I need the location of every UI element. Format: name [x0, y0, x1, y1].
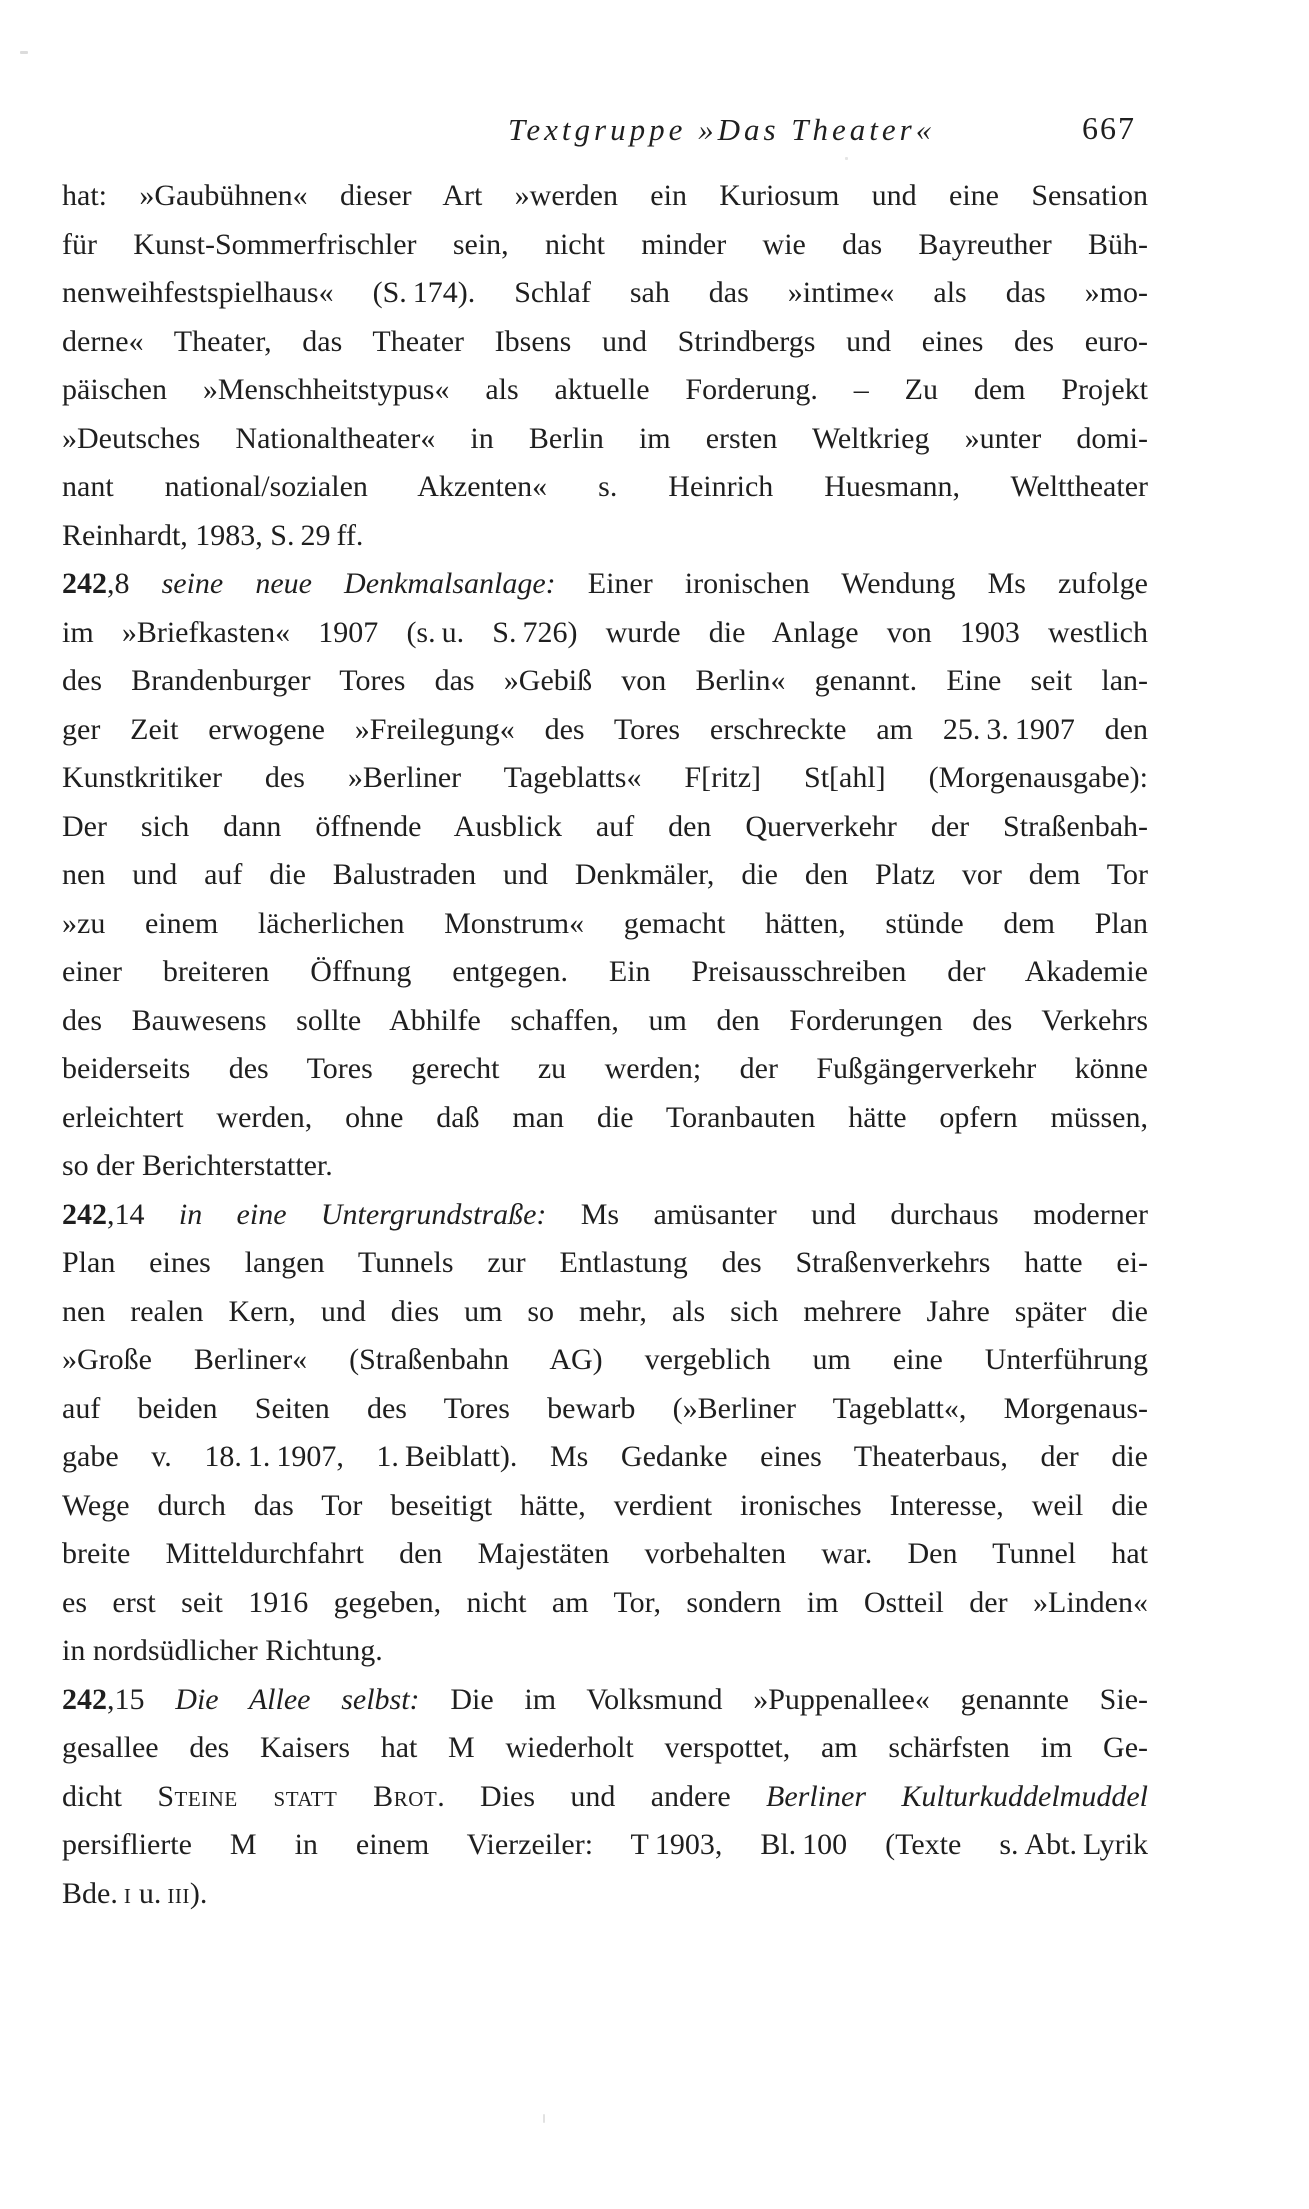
text-run: in eine Untergrundstraße:: [178, 1197, 547, 1231]
text-run: . Dies und andere: [437, 1779, 767, 1813]
scan-artifact: [20, 51, 28, 54]
text-line: [62, 609, 1148, 658]
text-run: ,14: [107, 1197, 179, 1231]
text-run: erleichtert werden, ohne daß man die Toranbauten hätte opfern müssen,: [62, 1100, 1148, 1134]
text-run: Reinhardt, 1983, S. 29 ff.: [62, 518, 364, 552]
text-line: [62, 366, 1148, 415]
text-line: [62, 1530, 1148, 1579]
text-line: [62, 1239, 1148, 1288]
text-line: [62, 1482, 1148, 1531]
text-line: [62, 1724, 1148, 1773]
text-run: ).: [189, 1876, 208, 1910]
text-run: 242: [62, 1682, 107, 1716]
text-run: 242: [62, 1197, 107, 1231]
text-run: Die Allee selbst:: [175, 1682, 420, 1716]
text-line: [62, 803, 1148, 852]
text-line: [62, 706, 1148, 755]
text-line: [62, 463, 1148, 512]
text-run: Ms amüsanter und durchaus moderner: [546, 1197, 1148, 1231]
scan-artifact: [845, 157, 848, 160]
text-run: in nordsüdlicher Richtung.: [62, 1634, 383, 1667]
text-run: ger Zeit erwogene »Freilegung« des Tores erschreckte am 25. 3. 1907 den: [62, 712, 1148, 746]
text-run: auf beiden Seiten des Tores bewarb (»Berliner Tageblatt«, Morgenaus-: [62, 1391, 1148, 1425]
text-run: Bde.: [62, 1876, 124, 1910]
text-run: des Brandenburger Tores das »Gebiß von Berlin« genannt. Eine seit lan-: [62, 664, 1148, 697]
page-number: 667: [1082, 110, 1136, 146]
text-line: [62, 269, 1148, 318]
text-line: [62, 221, 1148, 270]
text-run: des Bauwesens sollte Abhilfe schaffen, um den Forderungen des Verkehrs: [62, 1003, 1148, 1037]
text-line: [62, 1676, 1148, 1725]
text-run: 242: [62, 567, 107, 600]
text-line: [62, 172, 1148, 221]
text-line: [62, 1045, 1148, 1094]
text-run: einer breiteren Öffnung entgegen. Ein Preisausschreiben der Akademie: [62, 955, 1148, 988]
text-run: breite Mitteldurchfahrt den Majestäten vorbehalten war. Den Tunnel hat: [62, 1537, 1148, 1570]
text-line: [62, 415, 1148, 464]
text-run: gabe v. 18. 1. 1907, 1. Beiblatt). Ms Gedanke eines Theaterbaus, der die: [62, 1440, 1148, 1473]
scan-artifact: [543, 2114, 545, 2123]
text-run: seine neue Denkmalsanlage:: [161, 567, 556, 600]
text-line: [62, 948, 1148, 997]
text-line: [62, 900, 1148, 949]
text-line: [62, 851, 1148, 900]
text-line: [62, 1627, 1148, 1676]
annotation-text-block: [62, 172, 1148, 1918]
text-line: [62, 1773, 1148, 1822]
text-run: nenweihfestspielhaus« (S. 174). Schlaf sah das »intime« als das »mo-: [62, 276, 1148, 309]
text-line: [62, 997, 1148, 1046]
text-run: nant national/sozialen Akzenten« s. Heinrich Huesmann, Welttheater: [62, 470, 1148, 503]
text-run: ,8: [107, 567, 162, 600]
text-run: päischen »Menschheitstypus« als aktuelle Forderung. – Zu dem Projekt: [62, 373, 1148, 406]
text-run: persiflierte M in einem Vierzeiler: T 1903, Bl. 100 (Texte s. Abt. Lyrik: [62, 1828, 1148, 1861]
text-line: [62, 1191, 1148, 1240]
text-line: [62, 1385, 1148, 1434]
text-line: [62, 1821, 1148, 1870]
text-line: [62, 657, 1148, 706]
text-run: derne« Theater, das Theater Ibsens und Strindbergs und eines des euro-: [62, 324, 1148, 358]
text-run: »Deutsches Nationaltheater« in Berlin im ersten Weltkrieg »unter domi-: [62, 421, 1148, 455]
text-line: [62, 1870, 1148, 1919]
text-run: »Große Berliner« (Straßenbahn AG) vergeblich um eine Unterführung: [62, 1343, 1148, 1376]
text-line: [62, 1142, 1148, 1191]
text-line: [62, 1336, 1148, 1385]
text-run: gesallee des Kaisers hat M wiederholt verspottet, am schärfsten im Ge-: [62, 1731, 1148, 1764]
text-run: Steine statt Brot: [157, 1779, 438, 1813]
text-run: Die im Volksmund »Puppenallee« genannte Sie-: [419, 1682, 1148, 1716]
text-run: so der Berichterstatter.: [62, 1149, 333, 1182]
text-run: es erst seit 1916 gegeben, nicht am Tor, sondern im Ostteil der »Linden«: [62, 1585, 1148, 1619]
text-run: beiderseits des Tores gerecht zu werden; der Fußgängerverkehr könne: [62, 1052, 1148, 1085]
text-line: [62, 560, 1148, 609]
text-line: [62, 1288, 1148, 1337]
text-run: Plan eines langen Tunnels zur Entlastung des Straßenverkehrs hatte ei-: [62, 1246, 1148, 1279]
text-run: hat: »Gaubühnen« dieser Art »werden ein Kuriosum und eine Sensation: [62, 179, 1148, 212]
text-line: [62, 318, 1148, 367]
text-run: im »Briefkasten« 1907 (s. u. S. 726) wurde die Anlage von 1903 westlich: [62, 615, 1148, 649]
text-line: [62, 512, 1148, 561]
text-run: iii: [167, 1876, 190, 1910]
text-run: nen und auf die Balustraden und Denkmäler, die den Platz vor dem Tor: [62, 858, 1148, 891]
text-line: [62, 1579, 1148, 1628]
text-run: dicht: [62, 1779, 158, 1813]
text-run: Kunstkritiker des »Berliner Tageblatts« F[ritz] St[ahl] (Morgenausgabe):: [62, 761, 1148, 794]
text-run: Einer ironischen Wendung Ms zufolge: [555, 567, 1148, 600]
text-run: Der sich dann öffnende Ausblick auf den Querverkehr der Straßenbah-: [62, 809, 1148, 843]
text-line: [62, 1094, 1148, 1143]
running-header-title: Textgruppe »Das Theater«: [508, 112, 936, 147]
text-run: u.: [131, 1876, 168, 1910]
text-line: [62, 1433, 1148, 1482]
text-run: Wege durch das Tor beseitigt hätte, verdient ironisches Interesse, weil die: [62, 1488, 1148, 1522]
text-line: [62, 754, 1148, 803]
text-run: i: [123, 1876, 132, 1910]
text-run: nen realen Kern, und dies um so mehr, als sich mehrere Jahre später die: [62, 1294, 1148, 1328]
text-run: Berliner Kulturkuddelmuddel: [766, 1779, 1148, 1813]
text-run: ,15: [107, 1682, 176, 1716]
text-run: »zu einem lächerlichen Monstrum« gemacht hätten, stünde dem Plan: [62, 906, 1148, 940]
text-run: für Kunst-Sommerfrischler sein, nicht minder wie das Bayreuther Büh-: [62, 227, 1148, 261]
